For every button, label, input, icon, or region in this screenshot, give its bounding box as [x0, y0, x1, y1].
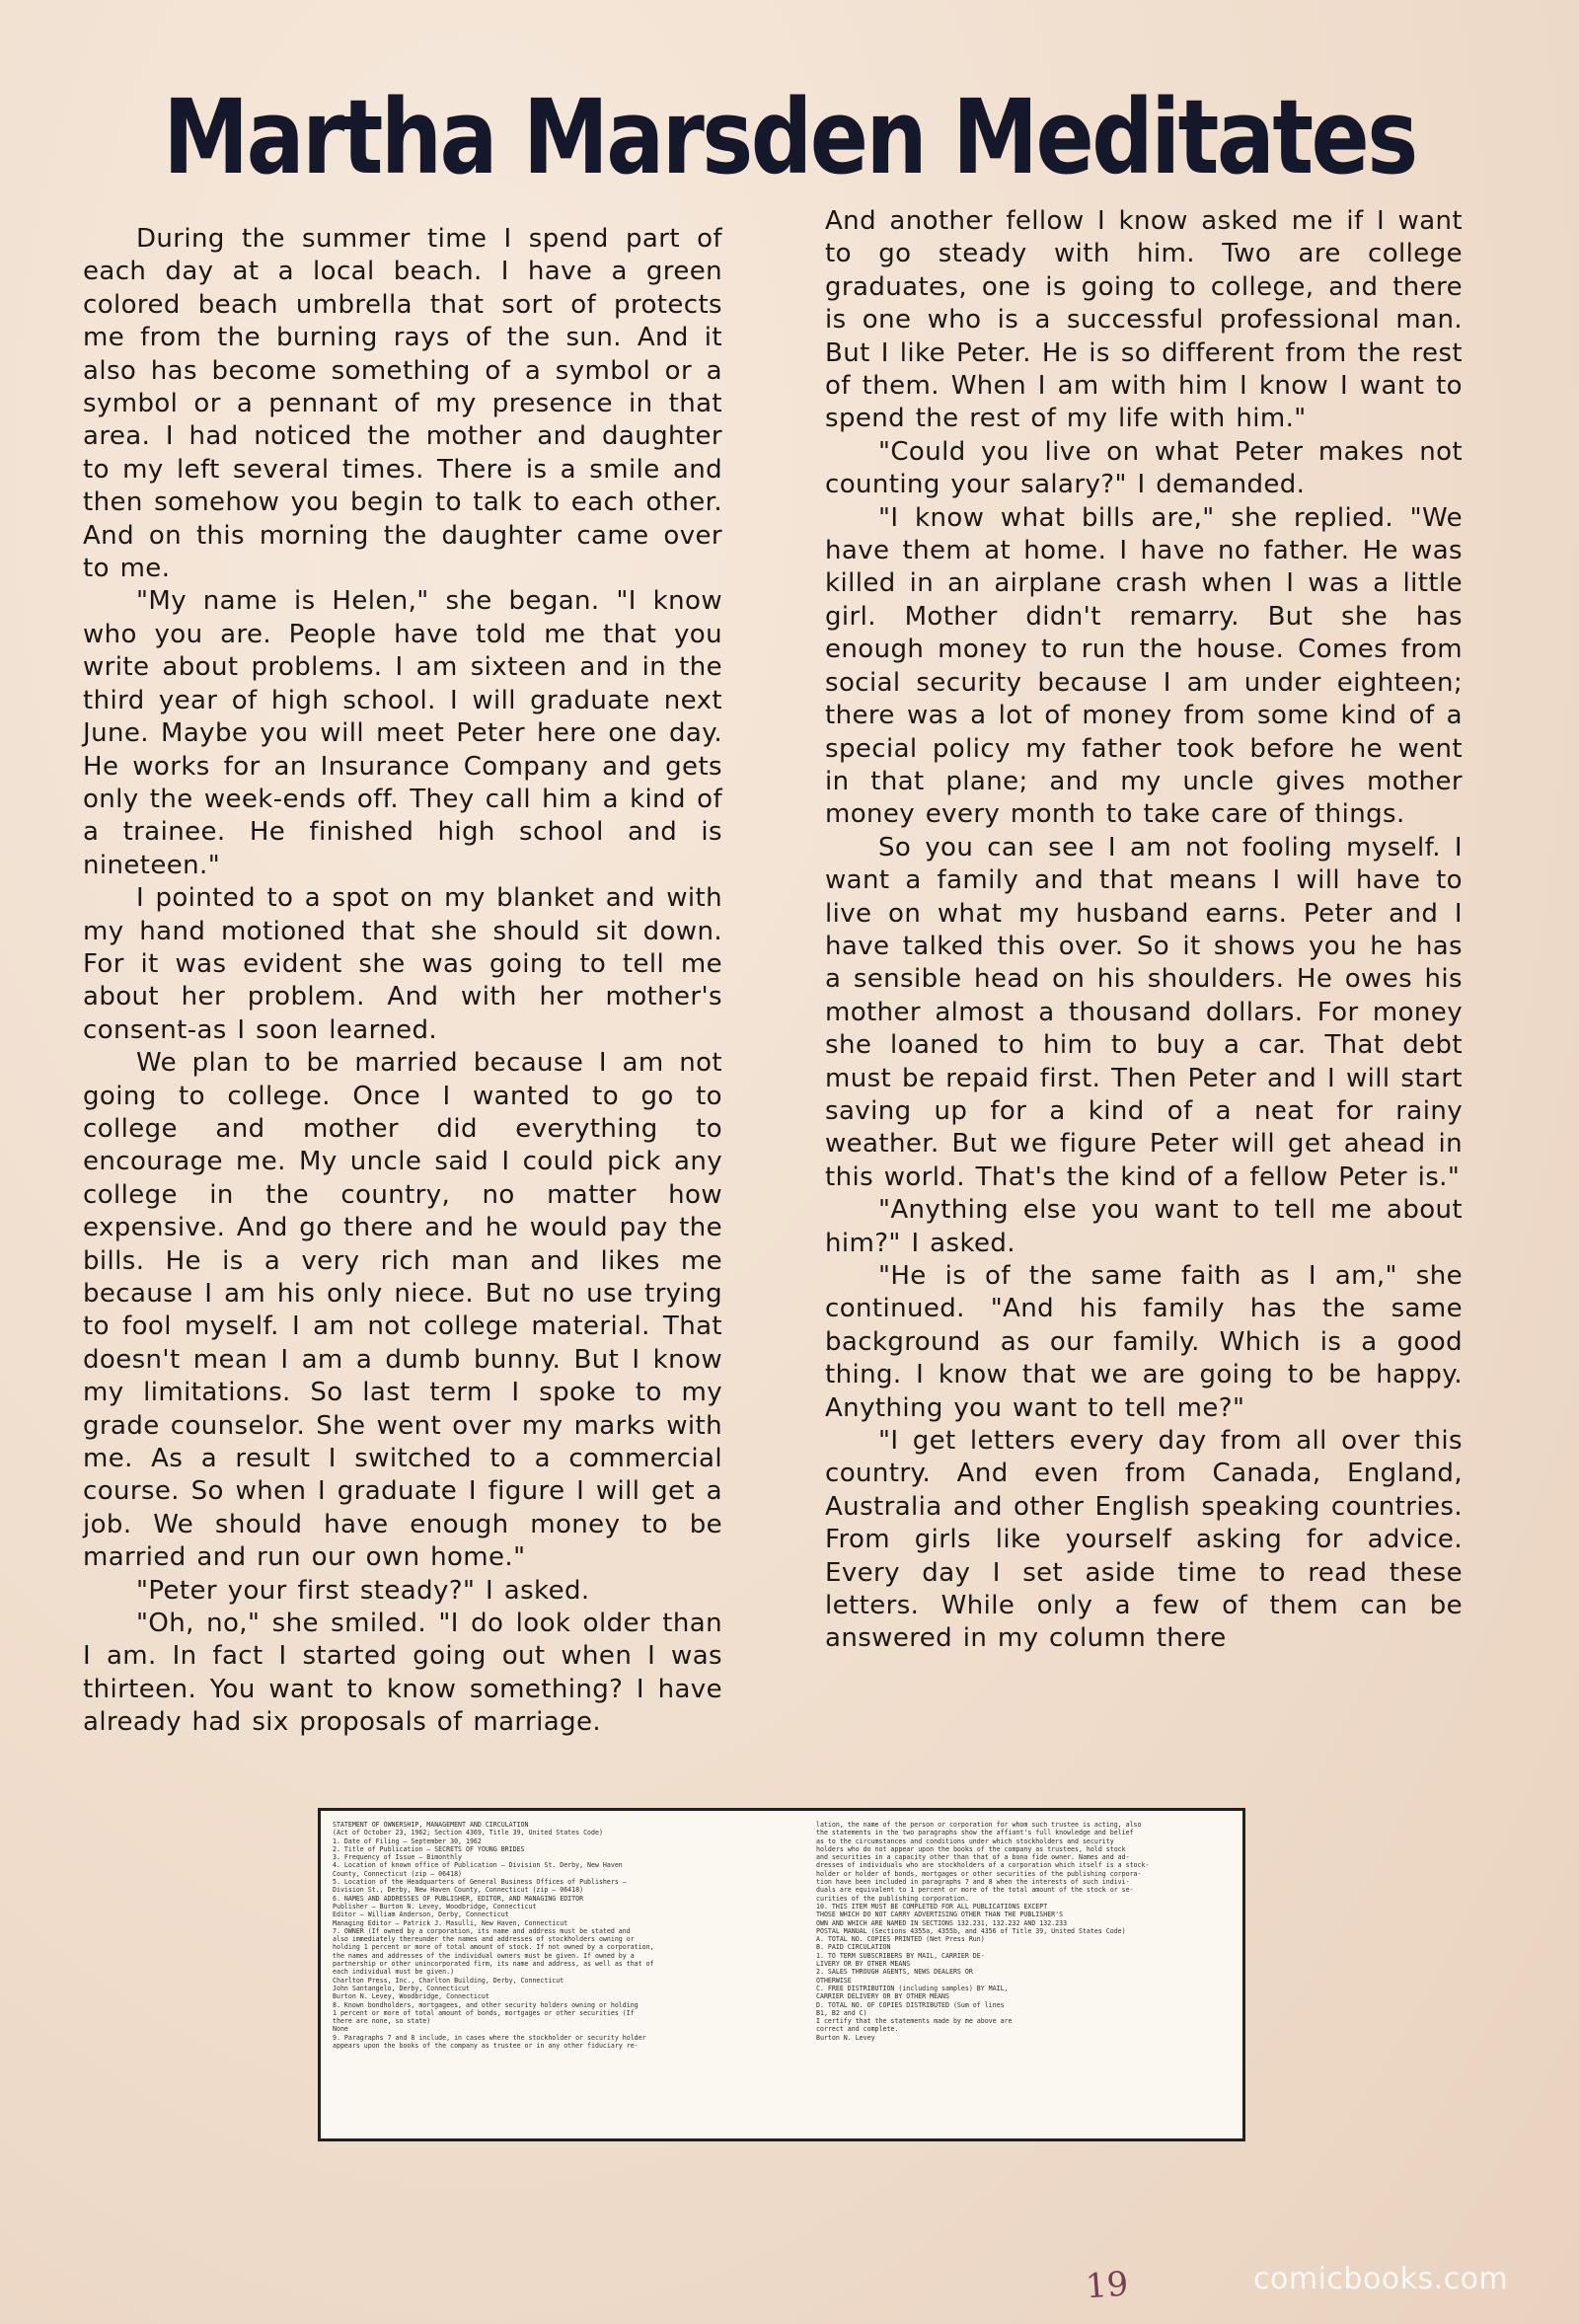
statement-line: 2. Title of Publication — SECRETS OF YOUNG BRIDES [333, 1844, 525, 1853]
statement-line: 1. Date of Filing — September 30, 1962 [333, 1837, 482, 1845]
statement-line: D. TOTAL NO. OF COPIES DISTRIBUTED (Sum of lines [816, 2000, 1005, 2009]
statement-line: A. TOTAL NO. COPIES PRINTED (Net Press Run) [816, 1935, 985, 1944]
paragraph: "Could you live on what Peter makes not counting your salary?" I demanded. [825, 436, 1463, 500]
statement-line: 5. Location of the Headquarters of General Business Offices of Publishers — [333, 1878, 627, 1887]
statement-column-left [333, 1821, 804, 2133]
statement-line: Burton N. Levey, Woodbridge, Connecticut [333, 1992, 489, 2001]
paragraph: And another fellow I know asked me if I want to go steady with him. Two are college graduates, one is going to college, and there is one who is a successful professional man. But I like Peter. He is so different from the rest of them. When I am with him I know I want to spend the rest of my life with him." [825, 206, 1463, 434]
statement-line: STATEMENT OF OWNERSHIP, MANAGEMENT AND CIRCULATION [333, 1821, 529, 1829]
statement-line: correct and complete. [816, 2025, 899, 2034]
statement-line: (Act of October 23, 1962; Section 4369, Title 39, United States Code) [333, 1829, 603, 1837]
page-title: Martha Marsden Meditates [163, 77, 1416, 197]
statement-line: holding 1 percent or more of total amount of stock. If not owned by a corporation, [333, 1943, 654, 1952]
statement-line: 1. TO TERM SUBSCRIBERS BY MAIL, CARRIER DE- [816, 1951, 985, 1960]
statement-line: the names and addresses of the individual owners must be given. If owned by a [333, 1951, 635, 1960]
paragraph: "Oh, no," she smiled. "I do look older than I am. In fact I started going out when I was thirteen. You want to know something? I have already had six proposals of marriage. [83, 1609, 722, 1738]
statement-line: 10. THIS ITEM MUST BE COMPLETED FOR ALL PUBLICATIONS EXCEPT [816, 1902, 1048, 1911]
paragraph: "My name is Helen," she began. "I know who you are. People have told me that you write about problems. I am sixteen and in the third year of high school. I will graduate next June. Maybe you will meet Peter here one day. He works for an Insurance Company and gets only the week-ends off. They call him a kind of a trainee. He finished high school and is nineteen." [83, 586, 722, 880]
statement-line: dresses of individuals who are stockholders of a corporation which itself is a stock- [816, 1861, 1150, 1870]
paragraph: We plan to be married because I am not going to college. Once I wanted to go to college and mother did everything to encourage me. My uncle said I could pick any college in the country, no matter how expensive. And go there and he would pay the bills. He is a very rich man and likes me because I am his only niece. But no use trying to fool myself. I am not college material. That doesn't mean I am a dumb bunny. But I know my limitations. So last term I spoke to my grade counselor. She went over my marks with me. As a result I switched to a commercial course. So when I graduate I figure I will get a job. We should have enough money to be married and run our own home." [83, 1048, 722, 1573]
statement-line: tion have been included in paragraphs 7 and 8 when the interests of such indivi- [816, 1878, 1130, 1887]
paragraph: "I get letters every day from all over this country. And even from Canada, England, Australia and other English speaking countries. From girls like yourself asking for advice. Every day I set aside time to read these letters. While only a few of them can be answered in my column there [825, 1426, 1463, 1654]
statement-line: B. PAID CIRCULATION [816, 1943, 891, 1952]
article-column-right [825, 205, 1463, 1656]
statement-line: John Santangelo, Derby, Connecticut [333, 1984, 470, 1992]
ownership-statement-box [318, 1808, 1245, 2141]
statement-line: the statements in the two paragraphs show the affiant's full knowledge and belief [816, 1829, 1134, 1837]
statement-column-right [816, 1821, 1231, 2133]
statement-line: OTHERWISE [816, 1976, 852, 1985]
statement-line: I certify that the statements made by me above are [816, 2017, 1013, 2026]
statement-line: OWN AND WHICH ARE NAMED IN SECTIONS 132.231, 132.232 AND 132.233 [816, 1918, 1068, 1927]
statement-line: there are none, so state) [333, 2017, 431, 2026]
paragraph: "I know what bills are," she replied. "We have them at home. I have no father. He was killed in an airplane crash when I was a little girl. Mother didn't remarry. But she has enough money to run the house. Comes from social security because I am under eighteen; there was a lot of money from some kind of a special policy my father took before he went in that plane; and my uncle gives mother money every month to take care of things. [825, 502, 1463, 830]
statement-line: 6. NAMES AND ADDRESSES OF PUBLISHER, EDITOR, AND MANAGING EDITOR [333, 1894, 584, 1903]
statement-line: appears upon the books of the company as trustee or in any other fiduciary re- [333, 2042, 639, 2051]
statement-line: Charlton Press, Inc., Charlton Building, Derby, Connecticut [333, 1976, 564, 1985]
statement-line: THOSE WHICH DO NOT CARRY ADVERTISING OTHER THAN THE PUBLISHER'S [816, 1911, 1064, 1919]
statement-line: B1, B2 and C) [816, 2008, 867, 2017]
paragraph: "He is of the same faith as I am," she continued. "And his family has the same background as our family. Which is a good thing. I know that we are going to be happy. Anything you want to tell me?" [825, 1261, 1463, 1423]
statement-line: Managing Editor — Patrick J. Masulli, New Haven, Connecticut [333, 1918, 568, 1927]
statement-line: 8. Known bondholders, mortgagees, and other security holders owning or holding [333, 2000, 639, 2009]
statement-line: POSTAL MANUAL (Sections 4355a, 4355b, and 4356 of Title 39, United States Code) [816, 1926, 1126, 1935]
statement-line: 3. Frequency of Issue — Bimonthly [333, 1853, 463, 1862]
statement-line: curities of the publishing corporation. [816, 1894, 969, 1903]
statement-line: LIVERY OR BY OTHER MEANS [816, 1960, 911, 1969]
statement-line: as to the circumstances and conditions under which stockholders and security [816, 1837, 1114, 1845]
statement-line: each individual must be given.) [333, 1968, 455, 1977]
statement-line: 1 percent or more of total amount of bonds, mortgages or other securities (If [333, 2008, 635, 2017]
article-column-left [83, 223, 722, 1740]
statement-line: 9. Paragraphs 7 and 8 include, in cases where the stockholder or security holder [333, 2033, 646, 2042]
statement-line: Division St., Derby, New Haven County, Connecticut (zip — 06418) [333, 1886, 584, 1895]
statement-line: holder or holder of bonds, mortgages or other securities of the publishing corpora- [816, 1869, 1142, 1878]
paragraph: I pointed to a spot on my blanket and with my hand motioned that she should sit down. For it was evident she was going to tell me about her problem. And with her mother's consent-as I soon learned. [83, 883, 722, 1045]
statement-line: 4. Location of known office of Publication — Division St. Derby, New Haven [333, 1861, 623, 1870]
statement-line: CARRIER DELIVERY OR BY OTHER MEANS [816, 1992, 949, 2001]
paragraph: So you can see I am not fooling myself. I want a family and that means I will have to live on what my husband earns. Peter and I have talked this over. So it shows you he has a sensible head on his shoulders. He owes his mother almost a thousand dollars. For money she loaned to him to buy a car. That debt must be repaid first. Then Peter and I will start saving up for a kind of a neat for rainy weather. But we figure Peter will get ahead in this world. That's the kind of a fellow Peter is." [825, 832, 1463, 1192]
statement-line: Publisher — Burton N. Levey, Woodbridge, Connecticut [333, 1902, 537, 1911]
watermark: comicbooks.com [1253, 2262, 1509, 2296]
statement-line: lation, the name of the person or corporation for whom such trustee is acting, also [816, 1821, 1142, 1829]
statement-line: County, Connecticut (zip — 06418) [333, 1869, 463, 1878]
statement-line: C. FREE DISTRIBUTION (including samples) BY MAIL, [816, 1984, 1009, 1992]
statement-line: Editor — William Anderson, Derby, Connecticut [333, 1911, 509, 1919]
paragraph: During the summer time I spend part of each day at a local beach. I have a green colored beach umbrella that sort of protects me from the burning rays of the sun. And it also has become something of a symbol or a symbol or a pennant of my presence in that area. I had noticed the mother and daughter to my left several times. There is a smile and then somehow you begin to talk to each other. And on this morning the daughter came over to me. [83, 224, 722, 584]
statement-line: holders who do not appear upon the books of the company as trustees, hold stock [816, 1844, 1126, 1853]
statement-line: 2. SALES THROUGH AGENTS, NEWS DEALERS OR [816, 1968, 973, 1977]
paragraph: "Peter your first steady?" I asked. [136, 1575, 590, 1606]
statement-line: duals are equivalent to 1 percent or more of the total amount of the stock or se- [816, 1886, 1134, 1895]
statement-line: and securities in a capacity other than that of a bona fide owner. Names and ad- [816, 1853, 1130, 1862]
statement-line: None [333, 2025, 348, 2034]
statement-line: also immediately thereunder the names and addresses of stockholders owning or [333, 1935, 635, 1944]
page-number: 19 [1084, 2264, 1130, 2307]
statement-line: partnership or other unincorporated firm, its name and address, as well as that of [333, 1960, 654, 1969]
statement-line: 7. OWNER (If owned by a corporation, its name and address must be stated and [333, 1926, 631, 1935]
statement-line: Burton N. Levey [816, 2033, 875, 2042]
paragraph: "Anything else you want to tell me about him?" I asked. [825, 1195, 1463, 1258]
